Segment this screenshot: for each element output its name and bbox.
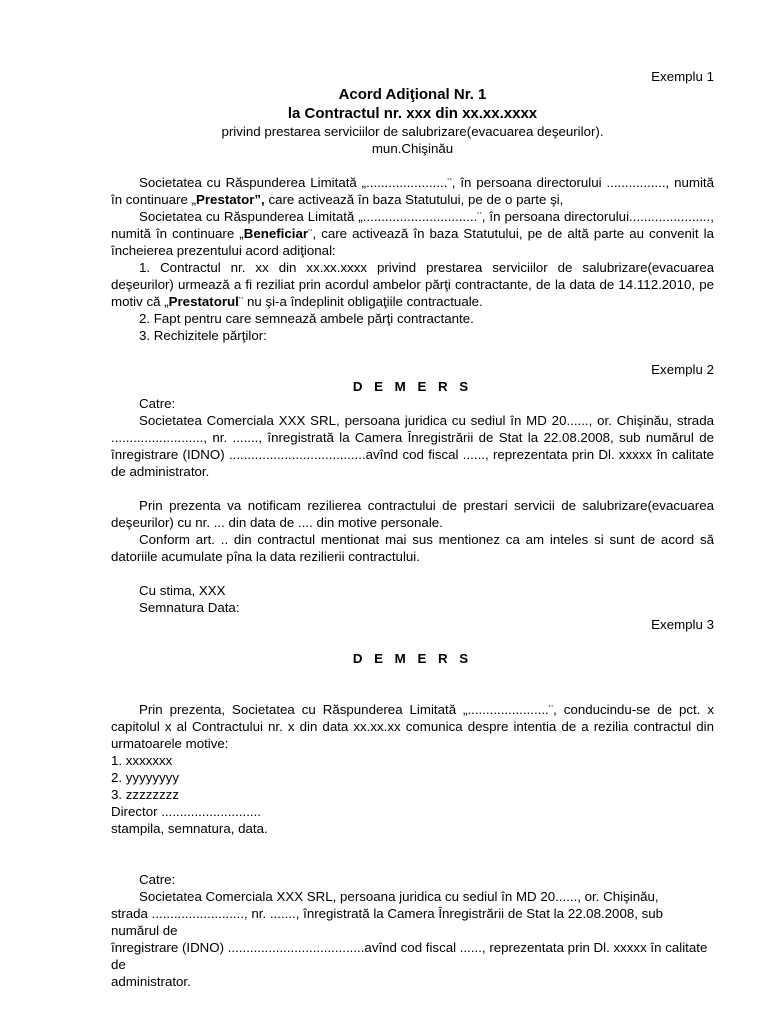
paragraph-clause-1: 1. Contractul nr. xx din xx.xx.xxxx privind prestarea serviciilor de salubrizare(evacuarea deşeurilor) urmează a fi reziliat prin acordul ambelor părţi contractante, de la data de 14.112.2010, pe motiv că „Prestatorul¨ nu şi-a îndeplinit obligaţiile contractuale.: [111, 260, 714, 309]
paragraph-clause-2: 2. Fapt pentru care semnează ambele părţi contractante.: [139, 311, 474, 326]
signature-line: Semnatura Data:: [139, 600, 240, 615]
director-line: Director ...........................: [111, 804, 261, 819]
closing-line: Cu stima, XXX: [139, 583, 226, 598]
document-subtitle: la Contractul nr. xxx din xx.xx.xxxx: [287, 105, 538, 122]
example-label: Exemplu 3: [651, 617, 714, 632]
paragraph-prestator: Societatea cu Răspunderea Limitată „......................¨, în persoana directorului ................, numită în continuare „Prestator”, care activează în baza Statutului, pe de o parte şi,: [111, 175, 714, 207]
reason-item: 2. yyyyyyyy: [111, 770, 179, 785]
stamp-line: stampila, semnatura, data.: [111, 821, 268, 836]
agreement-paragraph: Conform art. .. din contractul mentionat mai sus mentionez ca am inteles si sunt de acord să datoriile acumulate pîna la data rezilierii contractului.: [111, 532, 714, 564]
document-location: mun.Chişinău: [371, 141, 454, 156]
example-label: Exemplu 2: [651, 362, 714, 377]
recipient-label: Catre:: [139, 396, 176, 411]
recipient-line: înregistrare (IDNO) .....................................avînd cod fiscal ......, reprezentata prin Dl. xxxxx în calitate de: [111, 940, 708, 972]
document-title: Acord Adiţional Nr. 1: [338, 86, 487, 103]
reason-item: 1. xxxxxxx: [111, 753, 173, 768]
recipient-label: Catre:: [139, 872, 176, 887]
demers-heading: D E M E R S: [352, 379, 473, 394]
recipient-line: strada ........................., nr. ......., înregistrată la Camera Înregistrării de Stat la 22.08.2008, sub numărul de: [111, 906, 664, 938]
recipient-line: Societatea Comerciala XXX SRL, persoana juridica cu sediul în MD 20......, or. Chişinău,: [139, 889, 659, 904]
recipient-details: Societatea Comerciala XXX SRL, persoana juridica cu sediul în MD 20......, or. Chişinău, strada ........................., nr. ......., înregistrată la Camera Înregistrării de Stat la 22.08.2008, sub numărul de înregistrare (IDNO) .....................................avînd cod fiscal ......, reprezentata prin Dl. xxxxx în calitate de administrator.: [111, 413, 714, 479]
example-label: Exemplu 1: [651, 69, 714, 84]
demers-heading: D E M E R S: [352, 651, 473, 666]
document-subject: privind prestarea serviciilor de salubrizare(evacuarea deşeurilor).: [221, 124, 604, 139]
paragraph-clause-3: 3. Rechizitele părţilor:: [139, 328, 267, 343]
notification-paragraph: Prin prezenta va notificam rezilierea contractului de prestari servicii de salubrizare(evacuarea deşeurilor) cu nr. ... din data de .... din motive personale.: [111, 498, 714, 530]
intent-paragraph: Prin prezenta, Societatea cu Răspunderea Limitată „......................¨, conducindu-se de pct. x capitolul x al Contractului nr. x din data xx.xx.xx comunica despre intentia de a rezilia contractul din urmatoarele motive:: [111, 702, 714, 751]
paragraph-beneficiar: Societatea cu Răspunderea Limitată „...............................¨, în persoana directorului......................, numită în continuare „Beneficiar¨, care activează în baza Statutului, pe de altă parte au convenit la încheierea prezentului acord adiţional:: [111, 209, 714, 258]
reason-item: 3. zzzzzzzz: [111, 787, 179, 802]
recipient-line: administrator.: [111, 974, 191, 989]
